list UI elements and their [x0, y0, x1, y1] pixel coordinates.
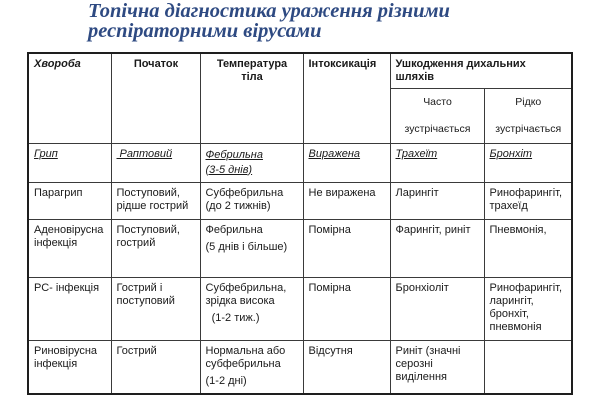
header-airway-damage: Ушкодження дихальних шляхів	[390, 53, 572, 88]
header-often-line2: зустрічається	[404, 122, 471, 135]
header-onset: Початок	[111, 53, 200, 143]
table-row	[28, 143, 572, 182]
table-row	[28, 277, 572, 340]
cell-disease: Аденовірусна інфекція	[28, 219, 111, 277]
cell-often	[390, 143, 484, 182]
temperature-note: (1-2 дні)	[205, 374, 247, 387]
cell-intoxication: Помірна	[303, 219, 390, 277]
temperature-note: (5 днів і більше)	[205, 240, 288, 253]
temperature-text: Нормальна або субфебрильна	[205, 344, 286, 370]
temperature-text: Фебрильна	[205, 223, 263, 236]
header-intoxication: Інтоксикація	[303, 53, 390, 143]
cell-intoxication	[303, 143, 390, 182]
cell-rare	[484, 143, 572, 182]
cell-rare	[484, 340, 572, 394]
cell-onset: Поступовий, рідше гострий	[111, 182, 200, 219]
intoxication-text: Виражена	[308, 147, 361, 160]
header-disease: Хвороба	[28, 53, 111, 143]
cell-temperature	[200, 340, 303, 394]
disease-name: Грип	[34, 147, 58, 160]
slide-title	[88, 1, 588, 41]
cell-intoxication: Не виражена	[303, 182, 390, 219]
cell-temperature: Субфебрильна (до 2 тижнів)	[200, 182, 303, 219]
cell-intoxication: Помірна	[303, 277, 390, 340]
header-temperature: Температура тіла	[200, 53, 303, 143]
cell-onset: Гострий і поступовий	[111, 277, 200, 340]
slide-title-line2: респіраторними вірусами	[88, 20, 322, 42]
often-text: Трахеїт	[395, 147, 438, 160]
header-rare-line2: зустрічається	[495, 122, 562, 135]
rare-text: Бронхіт	[489, 147, 533, 160]
cell-temperature	[200, 219, 303, 277]
cell-often: Ларингіт	[390, 182, 484, 219]
header-rare	[484, 88, 572, 143]
cell-onset: Поступовий, гострий	[111, 219, 200, 277]
cell-onset: Гострий	[111, 340, 200, 394]
cell-onset	[111, 143, 200, 182]
cell-disease: РС- інфекція	[28, 277, 111, 340]
cell-disease: Парагрип	[28, 182, 111, 219]
slide-title-line1: Топічна діагностика ураження різними	[88, 0, 450, 22]
cell-often: Риніт (значні серозні виділення	[390, 340, 484, 394]
cell-rare: Ринофарингіт, ларингіт, бронхіт, пневмонія	[484, 277, 572, 340]
header-row	[28, 53, 572, 88]
cell-rare: Ринофарингіт, трахеїд	[484, 182, 572, 219]
cell-rare: Пневмонія,	[484, 219, 572, 277]
temperature-text: Фебрильна	[205, 148, 263, 161]
cell-often: Бронхіоліт	[390, 277, 484, 340]
temperature-text: Субфебрильна, зрідка висока	[205, 281, 287, 307]
cell-temperature	[200, 143, 303, 182]
header-rare-line1: Рідко	[515, 95, 542, 108]
cell-disease: Риновірусна інфекція	[28, 340, 111, 394]
cell-temperature	[200, 277, 303, 340]
cell-disease	[28, 143, 111, 182]
temperature-note: (1-2 тиж.)	[205, 311, 260, 324]
cell-intoxication: Відсутня	[303, 340, 390, 394]
header-often	[390, 88, 484, 143]
header-often-line1: Часто	[423, 95, 452, 108]
onset-text: Раптовий	[116, 147, 173, 160]
table-row	[28, 182, 572, 219]
temperature-note: (3-5 днів)	[205, 163, 253, 176]
table-row	[28, 219, 572, 277]
cell-often: Фарингіт, риніт	[390, 219, 484, 277]
table-row	[28, 340, 572, 394]
diagnosis-table	[27, 52, 573, 395]
